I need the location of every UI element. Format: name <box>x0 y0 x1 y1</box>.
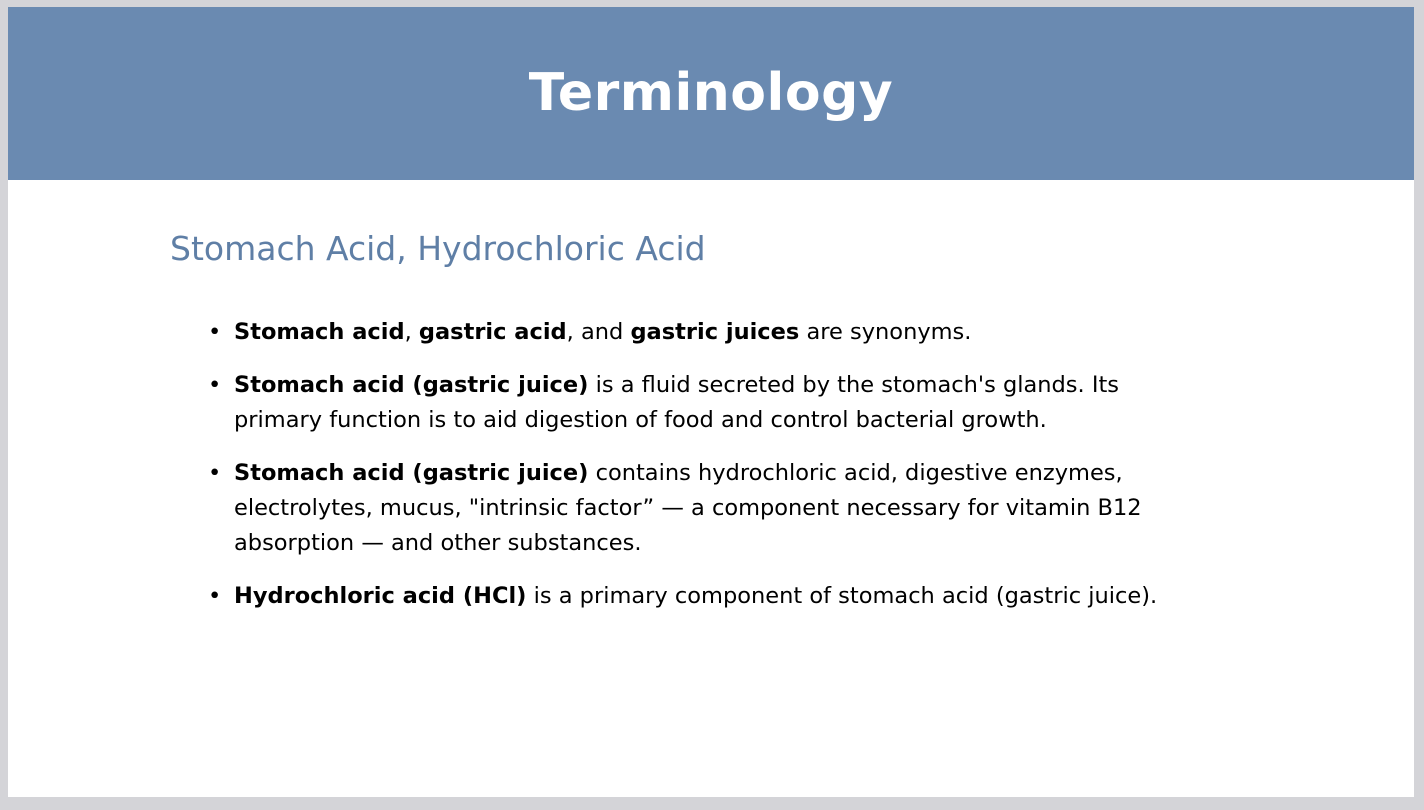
bullet-item-hcl <box>208 579 1198 614</box>
term-gastric-juices: gastric juices <box>630 319 800 345</box>
slide <box>8 7 1414 797</box>
bullet-list <box>208 315 1198 632</box>
slide-title: Terminology <box>528 63 894 123</box>
bullet-text: contains hydrochloric acid, digestive enzymes, electrolytes, mucus, "intrinsic factor” — a component necessary for vitamin B12 absorption — and other substances. <box>234 460 1142 556</box>
bullet-dot-icon: • <box>208 583 222 609</box>
bullet-text: , <box>404 319 419 345</box>
bullet-item-contents <box>208 456 1198 561</box>
term-stomach-acid-gastric-juice: Stomach acid (gastric juice) <box>234 372 589 398</box>
bullet-item-synonyms <box>208 315 1198 350</box>
bullet-dot-icon: • <box>208 372 222 398</box>
slide-subtitle: Stomach Acid, Hydrochloric Acid <box>170 229 706 268</box>
bullet-text: is a primary component of stomach acid (gastric juice). <box>526 583 1158 609</box>
term-stomach-acid-gastric-juice: Stomach acid (gastric juice) <box>234 460 589 486</box>
term-hydrochloric-acid: Hydrochloric acid (HCl) <box>234 583 527 609</box>
bullet-text: , and <box>566 319 631 345</box>
bullet-item-definition <box>208 368 1198 438</box>
title-band <box>8 7 1414 180</box>
bullet-dot-icon: • <box>208 460 222 486</box>
bullet-dot-icon: • <box>208 319 222 345</box>
term-gastric-acid: gastric acid <box>418 319 567 345</box>
term-stomach-acid: Stomach acid <box>234 319 405 345</box>
bullet-text: are synonyms. <box>799 319 972 345</box>
bullet-text: is a fluid secreted by the stomach's glands. Its primary function is to aid digestion of food and control bacterial growth. <box>234 372 1120 433</box>
